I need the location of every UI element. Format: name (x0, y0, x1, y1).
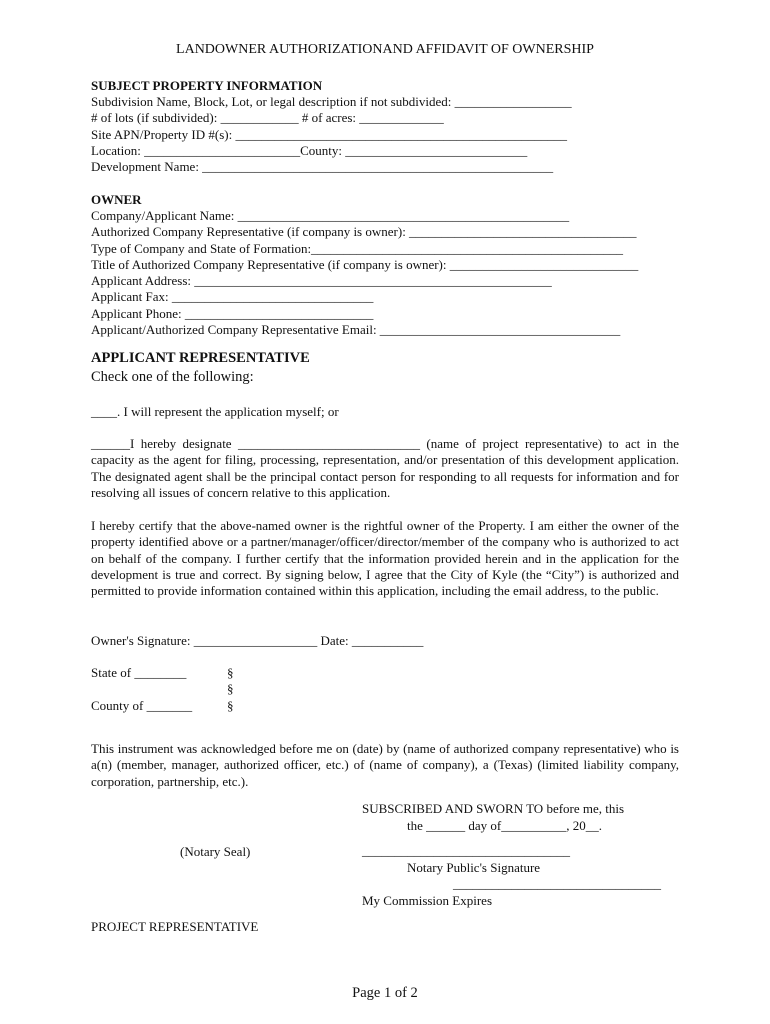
notary-signature-label: Notary Public's Signature (407, 860, 541, 875)
section-mark: § (227, 665, 234, 680)
applicant-address-field[interactable]: Applicant Address: _______________________________________________________ (91, 273, 552, 289)
subject-fields (91, 94, 572, 175)
section-mark: § (227, 698, 234, 713)
lots-acres-field[interactable]: # of lots (if subdivided): ____________ # of acres: _____________ (91, 110, 444, 126)
section-mark: § (227, 681, 234, 696)
sworn-line-1: SUBSCRIBED AND SWORN TO before me, this (362, 801, 625, 816)
site-apn-field[interactable]: Site APN/Property ID #(s): ___________________________________________________ (91, 126, 567, 142)
company-name-field[interactable]: Company/Applicant Name: ___________________________________________________ (91, 208, 570, 223)
applicant-email-field[interactable]: Applicant/Authorized Company Representative Email: _____________________________________ (91, 322, 621, 338)
subdivision-field[interactable]: Subdivision Name, Block, Lot, or legal description if not subdivided: __________________ (91, 94, 572, 109)
commission-expires-line[interactable]: ________________________________ (453, 876, 661, 891)
sworn-line-2[interactable]: the ______ day of__________, 20__. (407, 818, 602, 833)
development-name-field[interactable]: Development Name: ______________________________________________________ (91, 159, 554, 175)
option-designate[interactable]: ______I hereby designate ____________________________ (name of project representative) to act in the capacity as the agent for filing, processing, representation, and/or presentation of this development application. The designated agent shall be the principal contact person for responding to all requests for information and for resolving all issues of concern relative to this application. (91, 436, 679, 500)
county-field[interactable]: County of _______ (91, 698, 193, 713)
company-type-field[interactable]: Type of Company and State of Formation:________________________________________________ (91, 240, 624, 256)
notary-seal-label: (Notary Seal) (180, 844, 251, 859)
certification-paragraph: I hereby certify that the above-named owner is the rightful owner of the Property. I am either the owner of the property identified above or a partner/manager/officer/director/member of the company who is authorized to act on behalf of the company. I further certify that the information provided herein and in the application for the development is true and correct. By signing below, I agree that the City of Kyle (the “City”) is authorized and permitted to provide information contained within this application, including the email address, to the public. (91, 518, 679, 599)
owner-fields (91, 208, 638, 338)
authorized-rep-field[interactable]: Authorized Company Representative (if company is owner): ___________________________________ (91, 224, 637, 240)
applicant-fax-field[interactable]: Applicant Fax: _______________________________ (91, 289, 374, 305)
rep-title-field[interactable]: Title of Authorized Company Representative (if company is owner): _____________________________ (91, 256, 639, 272)
option-self[interactable]: ____. I will represent the application myself; or (91, 404, 339, 419)
notary-signature-line[interactable]: ________________________________ (362, 843, 570, 858)
project-rep-heading: PROJECT REPRESENTATIVE (91, 919, 259, 934)
applicant-rep-heading: APPLICANT REPRESENTATIVE (91, 350, 310, 366)
location-county-field[interactable]: Location: ________________________County: ____________________________ (91, 142, 528, 158)
commission-expires-label: My Commission Expires (362, 893, 493, 908)
subject-heading: SUBJECT PROPERTY INFORMATION (91, 78, 323, 93)
applicant-phone-field[interactable]: Applicant Phone: _____________________________ (91, 305, 374, 321)
page-number: Page 1 of 2 (352, 985, 418, 1001)
check-instruction: Check one of the following: (91, 369, 254, 385)
document-title: LANDOWNER AUTHORIZATIONAND AFFIDAVIT OF OWNERSHIP (176, 42, 594, 57)
state-field[interactable]: State of ________ (91, 665, 187, 680)
acknowledgement-paragraph: This instrument was acknowledged before me on (date) by (name of authorized company representative) who is a(n) (member, manager, authorized officer, etc.) of (name of company), a (Texas) (limited liability company, corporation, partnership, etc.). (91, 741, 679, 789)
owner-heading: OWNER (91, 192, 142, 207)
owner-signature-line[interactable]: Owner's Signature: ___________________ Date: ___________ (91, 633, 424, 648)
